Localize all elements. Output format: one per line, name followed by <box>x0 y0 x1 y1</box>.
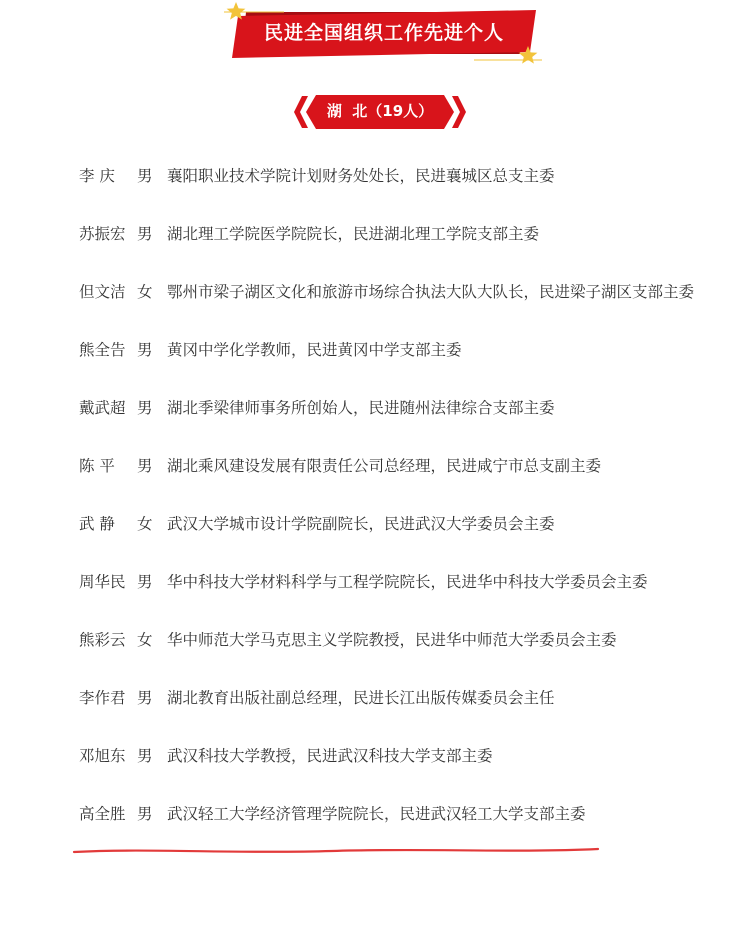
member-description: 湖北教育出版社副总经理，民进长江出版传媒委员会主任 <box>167 689 555 707</box>
list-item <box>44 450 734 482</box>
member-gender: 男 <box>137 747 153 765</box>
page-title: 民进全国组织工作先进个人 <box>263 22 504 44</box>
member-name: 苏振宏 <box>79 225 126 243</box>
member-gender: 女 <box>137 283 153 301</box>
member-gender: 女 <box>137 515 153 533</box>
member-gender: 女 <box>137 631 153 649</box>
member-description: 武汉大学城市设计学院副院长，民进武汉大学委员会主委 <box>167 515 555 533</box>
member-description: 鄂州市梁子湖区文化和旅游市场综合执法大队大队长，民进梁子湖区支部主委 <box>167 283 695 301</box>
list-item <box>44 276 734 308</box>
member-gender: 男 <box>137 341 153 359</box>
section-label: 湖 北（19人） <box>326 102 434 120</box>
member-description: 襄阳职业技术学院计划财务处处长，民进襄城区总支主委 <box>167 167 555 185</box>
section-badge <box>288 92 472 132</box>
member-name: 高全胜 <box>79 805 126 823</box>
list-item <box>44 566 734 598</box>
member-gender: 男 <box>137 573 153 591</box>
list-item <box>44 392 734 424</box>
list-item <box>44 160 734 192</box>
member-description: 黄冈中学化学教师，民进黄冈中学支部主委 <box>167 341 462 359</box>
member-description: 湖北季梁律师事务所创始人，民进随州法律综合支部主委 <box>167 399 555 417</box>
member-gender: 男 <box>137 399 153 417</box>
title-banner <box>224 2 544 66</box>
member-description: 华中科技大学材料科学与工程学院院长，民进华中科技大学委员会主委 <box>167 573 648 591</box>
member-name: 武 静 <box>79 515 115 533</box>
member-description: 湖北理工学院医学院院长，民进湖北理工学院支部主委 <box>167 225 540 243</box>
list-item <box>44 508 734 540</box>
list-item <box>44 218 734 250</box>
member-description: 武汉轻工大学经济管理学院院长，民进武汉轻工大学支部主委 <box>167 805 586 823</box>
member-gender: 男 <box>137 689 153 707</box>
highlight-underline <box>72 844 602 858</box>
member-name: 邓旭东 <box>79 747 126 765</box>
member-gender: 男 <box>137 167 153 185</box>
member-gender: 男 <box>137 457 153 475</box>
member-name: 熊彩云 <box>79 631 126 649</box>
roster-list <box>44 160 734 856</box>
member-name: 但文洁 <box>79 283 126 301</box>
member-gender: 男 <box>137 225 153 243</box>
member-name: 李作君 <box>79 689 126 707</box>
member-name: 陈 平 <box>79 457 115 475</box>
member-description: 武汉科技大学教授，民进武汉科技大学支部主委 <box>167 747 493 765</box>
list-item <box>44 624 734 656</box>
list-item-highlighted <box>44 740 734 772</box>
member-name: 李 庆 <box>79 167 115 185</box>
list-item <box>44 334 734 366</box>
list-item <box>44 798 734 830</box>
list-item <box>44 682 734 714</box>
member-description: 华中师范大学马克思主义学院教授，民进华中师范大学委员会主委 <box>167 631 617 649</box>
member-gender: 男 <box>137 805 153 823</box>
member-description: 湖北乘风建设发展有限责任公司总经理，民进咸宁市总支副主委 <box>167 457 602 475</box>
member-name: 戴武超 <box>79 399 126 417</box>
member-name: 周华民 <box>79 573 126 591</box>
member-name: 熊全告 <box>79 341 126 359</box>
